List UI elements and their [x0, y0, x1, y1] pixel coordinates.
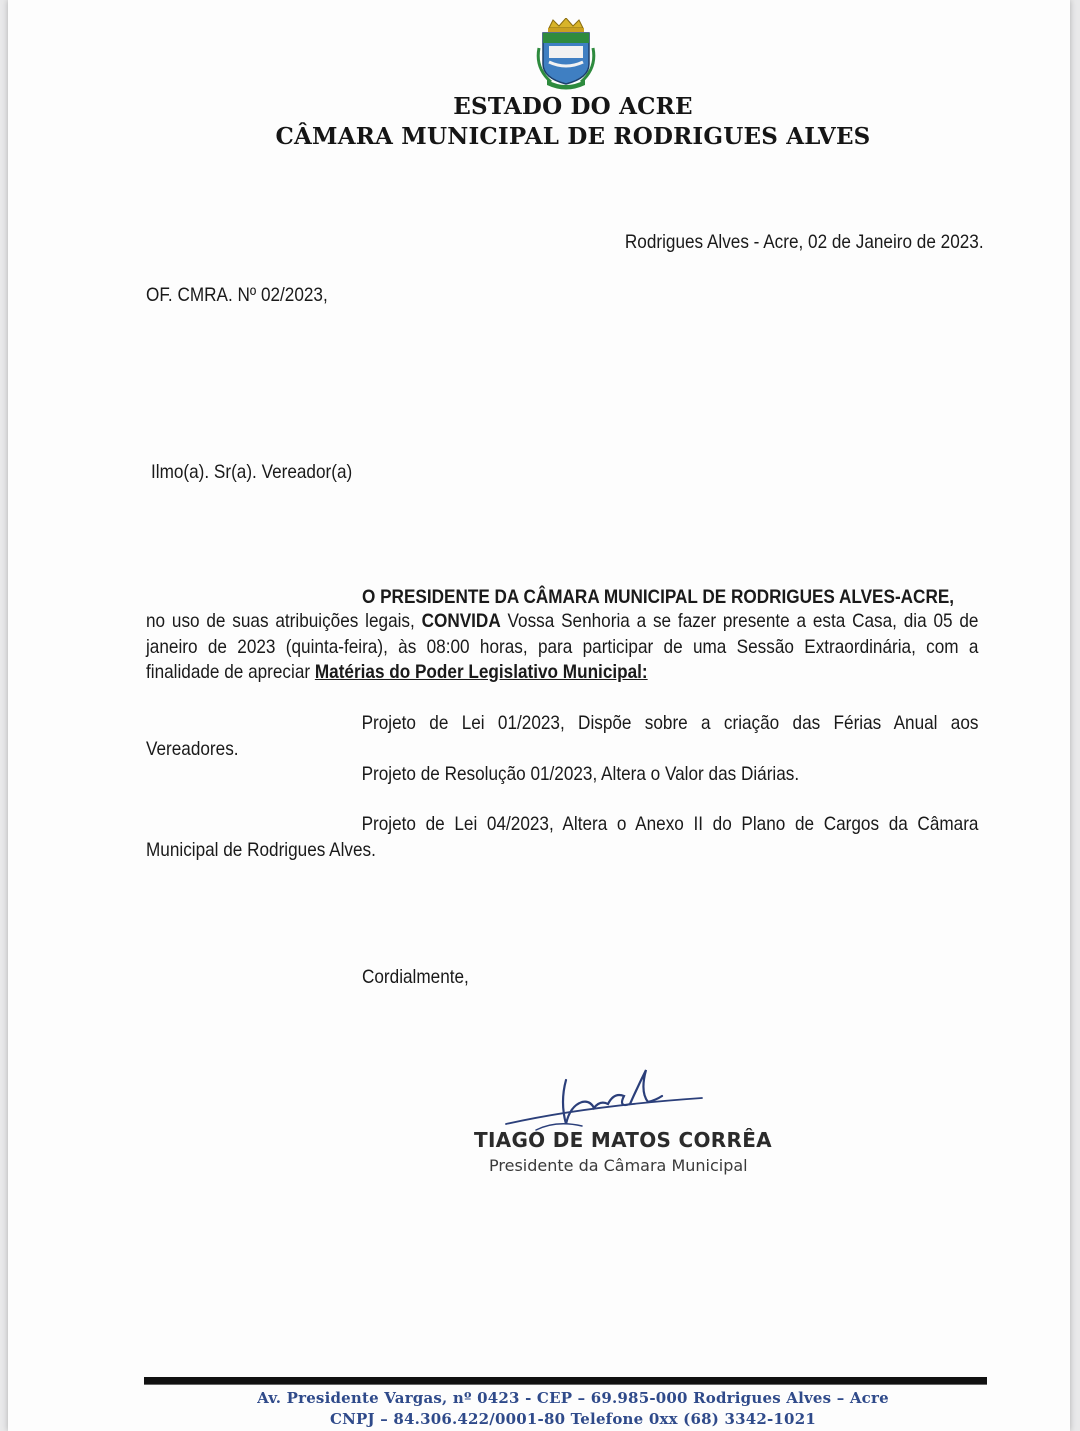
- state-heading: ESTADO DO ACRE: [453, 93, 693, 120]
- footer-address: Av. Presidente Vargas, nº 0423 - CEP – 69.985-000 Rodrigues Alves – Acre: [257, 1389, 889, 1407]
- body-paragraph: [146, 609, 978, 686]
- list-item: Projeto de Lei 04/2023, Altera o Anexo II do Plano de Cargos da Câmara Municipal de Rodrigues Alves.: [146, 813, 979, 861]
- signatory-role: Presidente da Câmara Municipal: [489, 1156, 748, 1175]
- body-lead: [362, 586, 954, 609]
- body-convida: CONVIDA: [421, 610, 501, 632]
- document-page: [8, 0, 1070, 1431]
- list-item: Projeto de Resolução 01/2023, Altera o Valor das Diárias.: [361, 763, 800, 785]
- body-underlined: Matérias do Poder Legislativo Municipal:: [314, 661, 648, 683]
- signatory-name: TIAGO DE MATOS CORRÊA: [474, 1128, 772, 1152]
- footer-contact: CNPJ – 84.306.422/0001-80 Telefone 0xx (68) 3342-1021: [330, 1410, 816, 1428]
- closing: Cordialmente,: [362, 966, 469, 988]
- footer-divider: [144, 1377, 987, 1385]
- chamber-heading: CÂMARA MUNICIPAL DE RODRIGUES ALVES: [275, 123, 871, 150]
- list-item: Projeto de Lei 01/2023, Dispõe sobre a criação das Férias Anual aos Vereadores.: [146, 712, 979, 760]
- body-part2: Vossa Senhoria a se fazer presente a esta Casa, dia 05 de janeiro de 2023 (quinta-feira), às 08:00 horas, para participar de uma Sessão Extraordinária, com a finalidade de apreciar: [146, 610, 979, 683]
- body-part1: no uso de suas atribuições legais,: [146, 610, 415, 632]
- addressee: Ilmo(a). Sr(a). Vereador(a): [151, 461, 353, 483]
- date-line: Rodrigues Alves - Acre, 02 de Janeiro de 2023.: [625, 231, 984, 253]
- office-reference: OF. CMRA. Nº 02/2023,: [146, 284, 328, 306]
- municipal-coat-of-arms-icon: [535, 18, 597, 90]
- body-lead-bold: O PRESIDENTE DA CÂMARA MUNICIPAL DE RODRIGUES ALVES-ACRE,: [362, 586, 955, 608]
